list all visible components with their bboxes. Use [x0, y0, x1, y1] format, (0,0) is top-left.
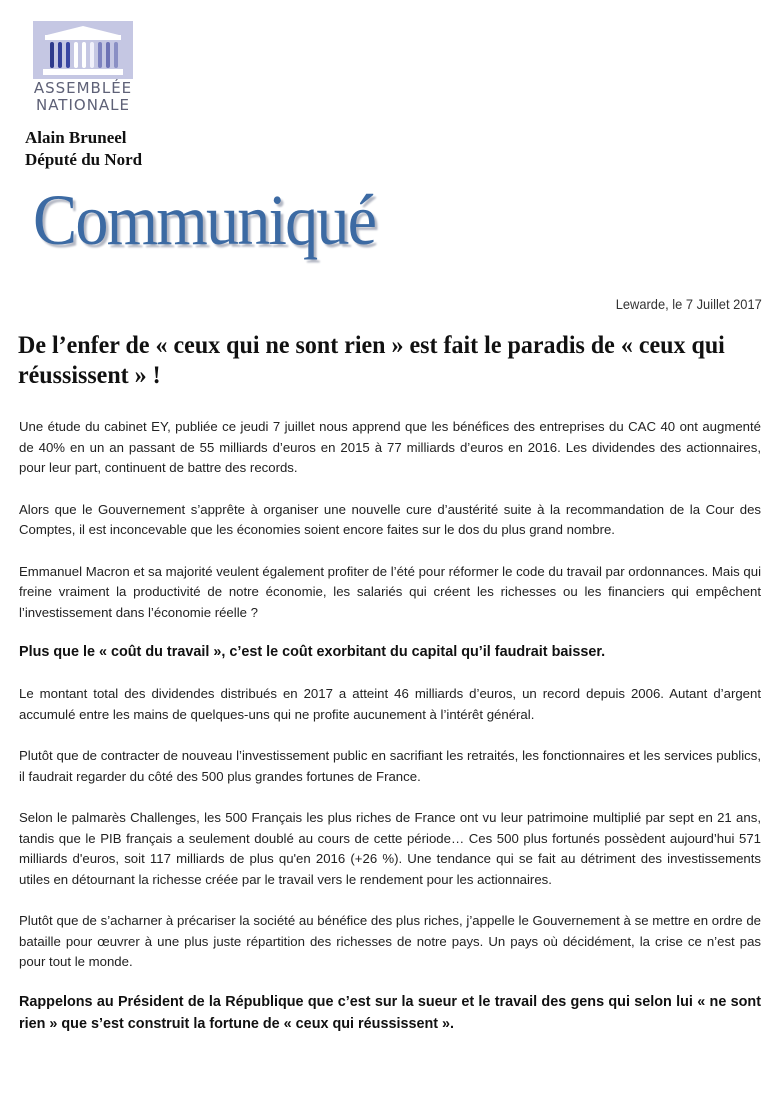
press-release-body	[19, 417, 761, 1056]
author-block	[25, 127, 142, 171]
bold-statement: Plus que le « coût du travail », c’est le coût exorbitant du capital qu’il faudrait baisser.	[19, 644, 606, 660]
author-name: Alain Bruneel	[25, 128, 127, 147]
paragraph: Une étude du cabinet EY, publiée ce jeudi 7 juillet nous apprend que les bénéfices des entreprises du CAC 40 ont augmenté de 40% en un an passant de 55 milliards d’euros en 2015 à 77 milliards d’euros en 2016. Les dividendes des actionnaires, pour leur part, continuent de battre des records.	[19, 419, 761, 475]
paragraph: Le montant total des dividendes distribués en 2017 a atteint 46 milliards d’euros, un record depuis 2006. Autant d’argent accumulé entre les mains de quelques-uns qui ne profite aucunement à l’intérêt général.	[19, 686, 761, 722]
paragraph: Plutôt que de s’acharner à précariser la société au bénéfice des plus riches, j’appelle le Gouvernement à se mettre en ordre de bataille pour œuvrer à une plus juste répartition des richesses de notre pays. Un pays où décidément, la crise ce n’est pas pour tout le monde.	[19, 913, 761, 969]
author-role: Député du Nord	[25, 150, 143, 169]
document-type-title: Communiqué	[33, 180, 376, 260]
closing-statement: Rappelons au Président de la République que c’est sur la sueur et le travail des gens qui selon lui « ne sont rien » que s’est construit la fortune de « ceux qui réussissent ».	[19, 993, 761, 1032]
assemblee-nationale-logo	[33, 21, 133, 115]
paragraph: Alors que le Gouvernement s’apprête à organiser une nouvelle cure d’austérité suite à la recommandation de la Cour des Comptes, il est inconcevable que les économies soient encore faites sur le dos du plus grand nombre.	[19, 501, 761, 537]
logo-text-line2: NATIONALE	[35, 96, 131, 114]
paragraph: Plutôt que de contracter de nouveau l’investissement public en sacrifiant les retraités, les fonctionnaires et les services publics, il faudrait regarder du côté des 500 plus grandes fortunes de France.	[19, 748, 761, 784]
paragraph: Selon le palmarès Challenges, les 500 Français les plus riches de France ont vu leur patrimoine multiplié par sept en 21 ans, tandis que le PIB français a seulement doublé au cours de cette période… Ces 500 plus fortunés possèdent aujourd’hui 571 milliards d'euros, soit 117 milliards de plus qu'en 2016 (+26 %). Une tendance qui se fait au détriment des investissements utiles en détournant la richesse créée par le travail vers le rendement pour les actionnaires.	[19, 810, 761, 887]
assemblee-nationale-building-icon	[33, 21, 133, 79]
headline: De l’enfer de « ceux qui ne sont rien » est fait le paradis de « ceux qui réussissent » !	[18, 332, 725, 389]
paragraph: Emmanuel Macron et sa majorité veulent également profiter de l’été pour réformer le code du travail par ordonnances. Mais qui freine vraiment la productivité de notre économie, les salariés qui créent les richesses ou les financiers qui empêchent l’investissement dans l’économie réelle ?	[19, 563, 761, 620]
date-line: Lewarde, le 7 Juillet 2017	[615, 296, 762, 312]
logo-text-line1: ASSEMBLÉE	[33, 79, 133, 97]
